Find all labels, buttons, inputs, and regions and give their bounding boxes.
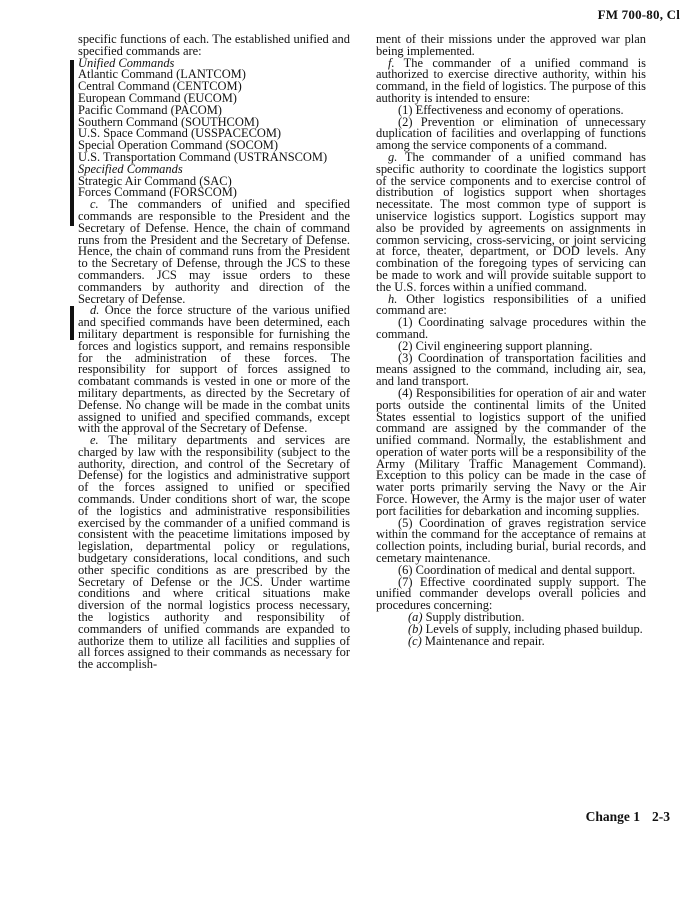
numbered-item: (3) Coordination of transportation facilities and means assigned to the command, including air, sea, and land transport.	[376, 350, 646, 389]
paragraph-label: f.	[388, 55, 395, 70]
paragraph-text: Once the force structure of the various unified and specified commands have been determined, each military department is responsible for furnishing the forces and logistics support, and remains responsible for the administration of these forces. The responsibility for support of forces assigned to combatant commands is vested in one or more of the military departments, as directed by the Secretary of Defense. No change will be made in the combat units assigned to unified and specified commands, except with the approval of the Secretary of Defense.	[78, 303, 350, 436]
paragraph-text: The commander of a unified command has specific authority to coordinate the logistics support of the service components and to exercise control of distribution of logistics support when shortages necessitate. The most common type of support is uniservice logistics support. Logistics support may also be provided by agreements on assignments in common servicing, cross-servicing, or joint servicing at force, theater, department, or DOD levels. Any combination of the foregoing types of servicing can be made to work and will provide suitable support to the U.S. forces within a unified command.	[376, 149, 647, 294]
numbered-item: (5) Coordination of graves registration service within the command for the acceptance of remains at collection points, including burial, burial records, and cemetary maintenance.	[376, 515, 646, 566]
numbered-item: (6) Coordination of medical and dental support.	[398, 562, 636, 577]
document-id: FM 700-80, Cl	[597, 7, 680, 22]
paragraph-label: h.	[388, 291, 398, 306]
command-list-item: European Command (EUCOM)	[78, 90, 237, 105]
numbered-item: (1) Coordinating salvage procedures within the command.	[376, 315, 646, 341]
numbered-item: (1) Effectiveness and economy of operations.	[398, 102, 624, 117]
command-list-item: Central Command (CENTCOM)	[78, 79, 242, 94]
item-text: Levels of supply, including phased buildup.	[425, 621, 643, 636]
paragraph-h	[376, 291, 647, 318]
numbered-item: (2) Prevention or elimination of unnecessary duplication of facilities and overlapping of functions among the service components of a command.	[376, 114, 646, 153]
specified-commands-heading: Specified Commands	[78, 161, 183, 176]
command-list-item: Southern Command (SOUTHCOM)	[78, 114, 260, 129]
paragraph-text: Other logistics responsibilities of a unified command are:	[376, 291, 647, 318]
left-column	[78, 34, 350, 671]
command-list-item: Atlantic Command (LANTCOM)	[78, 67, 246, 82]
right-column	[376, 34, 646, 647]
continued-paragraph: ment of their missions under the approved war plan being implemented.	[376, 32, 646, 58]
command-list-item: U.S. Transportation Command (USTRANSCOM)	[78, 149, 328, 164]
command-list-item: U.S. Space Command (USSPACECOM)	[78, 126, 282, 141]
page-number: 2-3	[652, 809, 670, 824]
command-list-item: Strategic Air Command (SAC)	[78, 173, 232, 188]
command-list-item: Forces Command (FORSCOM)	[78, 185, 237, 200]
paragraph-text: The commander of a unified command is authorized to exercise directive authority, within his command, in the field of logistics. The purpose of this authority is intended to ensure:	[376, 55, 647, 105]
paragraph-text: The military departments and services are charged by law with the responsibility (subject to the authority, direction, and control of the Secretary of Defense) for the logistics and administrative support of the forces assigned to unified or specified commands. Under conditions short of war, the scope of the logistics and administrative responsibilities exercised by the commander of a unified command is consistent with the peacetime limitations imposed by legislation, departmental policy or regulations, budgetary considerations, local conditions, and such other specific conditions as are prescribed by the Secretary of Defense or the JCS. Under wartime conditions and where critical situations make diversion of the normal logistics process necessary, the logistics authority and responsibility of commanders of unified commands are expanded to authorize them to utilize all facilities and supplies of all forces assigned to their commands as necessary for the accomplish-	[78, 433, 350, 672]
paragraph-g	[376, 149, 647, 294]
unified-commands-heading: Unified Commands	[78, 55, 175, 70]
item-label: (a)	[408, 610, 423, 625]
item-label: (c)	[408, 633, 422, 648]
paragraph-d	[78, 305, 350, 435]
change-bar	[70, 306, 74, 340]
change-number: Change 1	[585, 809, 640, 824]
paragraph-label: e.	[90, 433, 99, 448]
paragraph-label: c.	[90, 197, 99, 212]
change-bar	[70, 60, 74, 226]
command-list-item: Special Operation Command (SOCOM)	[78, 138, 279, 153]
paragraph-f	[376, 55, 647, 105]
command-list-item: Pacific Command (PACOM)	[78, 102, 222, 117]
intro-paragraph: specific functions of each. The established unified and specified commands are:	[78, 32, 350, 58]
paragraph-c	[78, 199, 350, 305]
numbered-item: (7) Effective coordinated supply support. The unified commander develops overall policies and procedures concerning:	[376, 574, 646, 613]
paragraph-text: The commanders of unified and specified commands are responsible to the President and the Secretary of Defense. Hence, the chain of command runs from the President and the Secretary of Defense. Hence, the chain of command runs from the President to the Secretary of Defense, through the JCS to these commanders. JCS may issue orders to these commanders by authority and direction of the Secretary of Defense.	[78, 197, 351, 306]
page-footer	[574, 809, 670, 825]
numbered-item: (4) Responsibilities for operation of air and water ports outside the continental limits of the United States essential to logistics support of the unified command are assigned by the commander of the unified command. Normally, the establishment and operation of water ports will be a responsibility of the Army (Military Traffic Management Command). Exception to this policy can be made in the case of water ports primarily serving the Navy or the Air Force. However, the Army is the major user of water port facilities for debarkation and incoming supplies.	[376, 385, 646, 518]
item-label: (b)	[408, 621, 423, 636]
numbered-item: (2) Civil engineering support planning.	[398, 338, 593, 353]
lettered-item	[376, 633, 646, 648]
paragraph-e	[78, 435, 350, 671]
item-text: Maintenance and repair.	[424, 633, 545, 648]
paragraph-label: d.	[90, 303, 100, 318]
item-text: Supply distribution.	[425, 610, 525, 625]
paragraph-label: g.	[388, 149, 398, 164]
